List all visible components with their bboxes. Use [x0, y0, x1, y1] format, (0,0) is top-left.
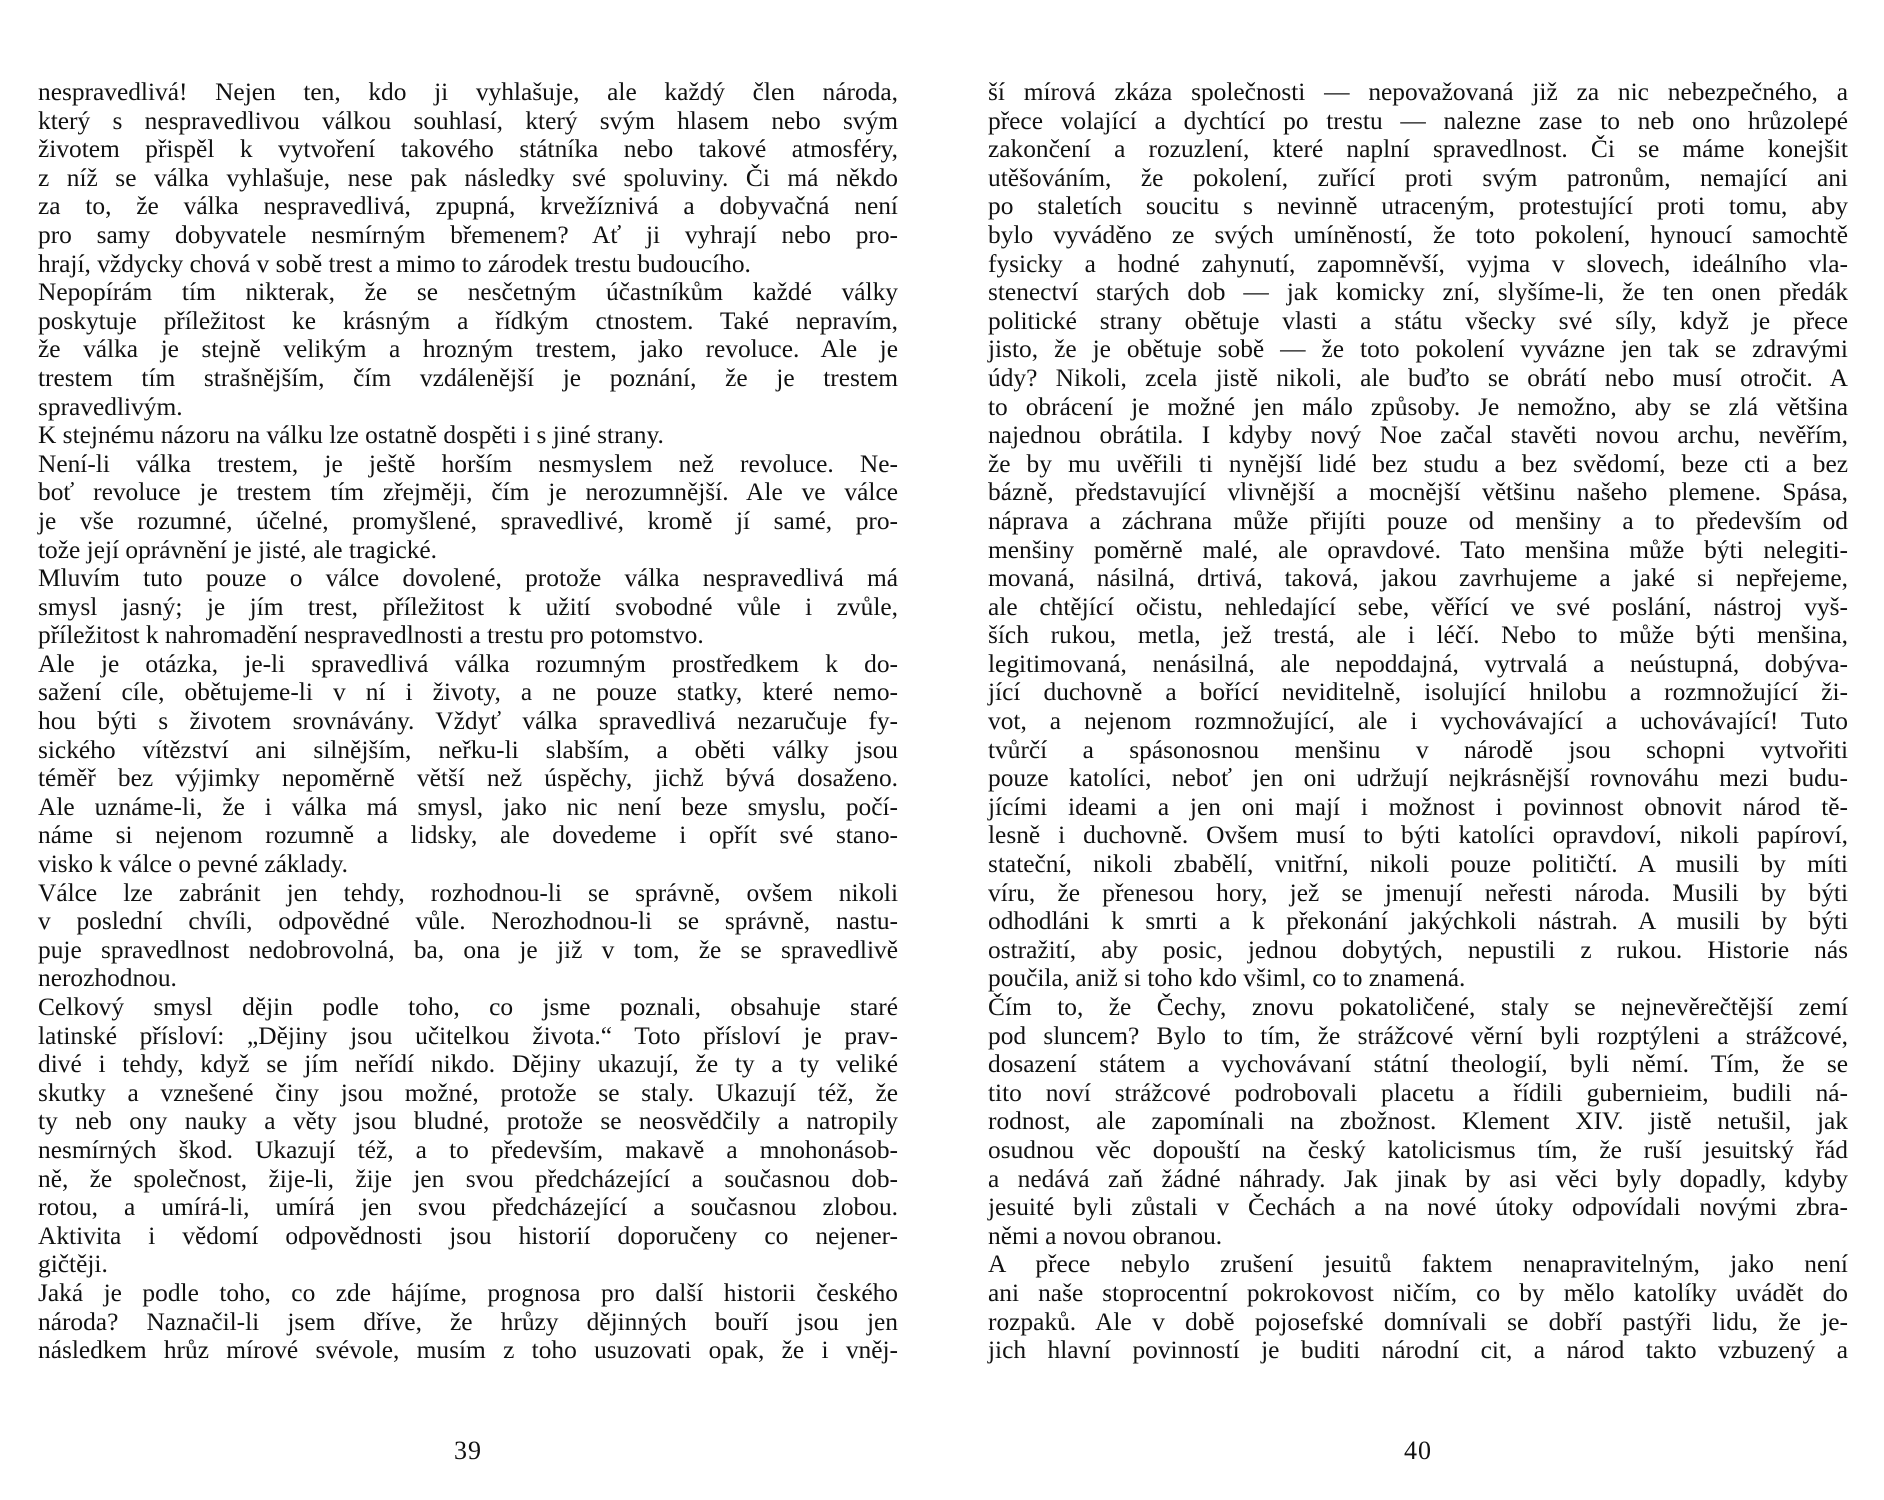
text-line: rodnost, ale zapomínali na zbožnost. Klement XIV. jistě netušil, jak [988, 1107, 1848, 1136]
text-line: divé i tehdy, když se jím neřídí nikdo. Dějiny ukazují, že ty a ty veliké [38, 1050, 898, 1079]
text-line: je vše rozumné, účelné, promyšlené, spravedlivé, kromě jí samé, pro- [38, 506, 898, 535]
text-line: dosazení státem a vychovávaní státní theologií, byli němí. Tím, že se [988, 1050, 1848, 1079]
text-line: který s nespravedlivou válkou souhlasí, který svým hlasem nebo svým [38, 106, 898, 135]
text-line: skutky a vznešené činy jsou možné, protože se staly. Ukazují též, že [38, 1078, 898, 1107]
text-line: rotou, a umírá-li, umírá jen svou předcházející a současnou zlobou. [38, 1193, 898, 1222]
text-line: náprava a záchrana může přijíti pouze od menšiny a to především od [988, 506, 1848, 535]
text-line: téměř bez výjimky nepoměrně větší než úspěchy, jichž bývá dosaženo. [38, 764, 898, 793]
right-page [988, 78, 1848, 1465]
text-line: latinské přísloví: „Dějiny jsou učitelkou života.“ Toto přísloví je prav- [38, 1021, 898, 1050]
text-line: ale chtějící očistu, nehledající sebe, věřící ve své poslání, nástroj vyš- [988, 592, 1848, 621]
text-line: osudnou věc dopouští na český katolicismus tím, že ruší jesuitský řád [988, 1135, 1848, 1164]
text-line: jesuité byli zůstali v Čechách a na nové útoky odpovídali novými zbra- [988, 1193, 1848, 1222]
text-line: puje spravedlnost nedobrovolná, ba, ona je již v tom, že se spravedlivě [38, 935, 898, 964]
text-line: nerozhodnou. [38, 964, 177, 993]
text-line: pouze katolíci, neboť jen oni udržují nejkrásnější rovnováhu mezi budu- [988, 764, 1848, 793]
text-line: bylo vyváděno ze svých umíněností, že toto pokolení, hynoucí samochtě [988, 220, 1848, 249]
text-line: Není-li válka trestem, je ještě horším nesmyslem než revoluce. Ne- [38, 449, 898, 478]
text-line: Celkový smysl dějin podle toho, co jsme poznali, obsahuje staré [38, 993, 898, 1021]
text-line: rozpaků. Ale v době pojosefské domnívali se dobří pastýři lidu, že je- [988, 1307, 1848, 1336]
text-line: vot, a nejenom rozmnožující, ale i vychovávající a uchovávající! Tuto [988, 707, 1848, 736]
text-line: nesmírných škod. Ukazují též, a to především, makavě a mnohonásob- [38, 1135, 898, 1164]
text-line: visko k válce o pevné základy. [38, 850, 348, 879]
text-line: ty neb ony nauky a věty jsou bludné, protože se neosvědčily a natropily [38, 1107, 898, 1136]
left-page-number: 39 [454, 1436, 482, 1465]
text-line: ostražití, aby posic, jednou dobytých, nepustili z rukou. Historie nás [988, 935, 1848, 964]
text-line: jich hlavní povinností je buditi národní cit, a národ takto vzbuzený a [988, 1336, 1848, 1365]
text-line: tito noví strážcové podrobovali placetu a řídili gubernieim, budili ná- [988, 1078, 1848, 1107]
text-line: za to, že válka nespravedlivá, zpupná, krvežíznivá a dobyvačná není [38, 192, 898, 221]
text-line: Ale uznáme-li, že i válka má smysl, jako nic není beze smyslu, počí- [38, 792, 898, 821]
text-line: menšiny poměrně malé, ale opravdové. Tato menšina může býti nelegiti- [988, 535, 1848, 564]
text-line: poskytuje příležitost ke krásným a řídkým ctnostem. Také nepravím, [38, 306, 898, 335]
text-line: v poslední chvíli, odpovědné vůle. Nerozhodnou-li se správně, nastu- [38, 907, 898, 936]
text-line: poučila, aniž si toho kdo všiml, co to znamená. [988, 964, 1466, 993]
text-line: nespravedlivá! Nejen ten, kdo ji vyhlašuje, ale každý člen národa, [38, 78, 898, 106]
text-line: příležitost k nahromadění nespravedlnosti a trestu pro potomstvo. [38, 621, 704, 650]
text-line: Ale je otázka, je-li spravedlivá válka rozumným prostředkem k do- [38, 649, 898, 678]
text-line: movaná, násilná, drtivá, taková, jakou zavrhujeme a jaké si nepřejeme, [988, 564, 1848, 593]
text-line: němi a novou obranou. [988, 1221, 1223, 1250]
text-line: Válce lze zabránit jen tehdy, rozhodnou-li se správně, ovšem nikoli [38, 878, 898, 907]
text-line: stenectví starých dob — jak komicky zní, slyšíme-li, že ten onen předák [988, 278, 1848, 307]
text-line: víru, že přenesou hory, jež se jmenují neřesti národa. Musili by býti [988, 878, 1848, 907]
text-line: sažení cíle, obětujeme-li v ní i životy, a ne pouze statky, které nemo- [38, 678, 898, 707]
text-line: smysl jasný; je jím trest, příležitost k užití svobodné vůle i zvůle, [38, 592, 898, 621]
text-line: K stejnému názoru na válku lze ostatně dospěti i s jiné strany. [38, 421, 664, 450]
text-line: životem přispěl k vytvoření takového státníka nebo takové atmosféry, [38, 135, 898, 164]
text-line: Aktivita i vědomí odpovědnosti jsou historií doporučeny co nejener- [38, 1221, 898, 1250]
text-line: Nepopírám tím nikterak, že se nesčetným účastníkům každé války [38, 278, 898, 307]
text-line: že by mu uvěřili ti nynější lidé bez studu a bez svědomí, beze cti a bez [988, 449, 1848, 478]
text-line: ší mírová zkáza společnosti — nepovažovaná již za nic nebezpečného, a [988, 78, 1848, 106]
text-line: údy? Nikoli, zcela jistě nikoli, ale buďto se obrátí nebo musí otročit. A [988, 363, 1848, 392]
text-line: gičtěji. [38, 1250, 108, 1279]
text-line: pro samy dobyvatele nesmírným břemenem? Ať ji vyhrají nebo pro- [38, 220, 898, 249]
text-line: to obrácení je možné jen málo způsoby. Je nemožno, aby se zlá většina [988, 392, 1848, 421]
text-line: hrají, vždycky chová v sobě trest a mimo to zárodek trestu budoucího. [38, 249, 751, 278]
text-line: ších rukou, metla, jež trestá, ale i léčí. Nebo to může býti menšina, [988, 621, 1848, 650]
text-line: najednou obrátila. I kdyby nový Noe začal stavěti novou archu, nevěřím, [988, 421, 1848, 450]
text-line: že válka je stejně velikým a hrozným trestem, jako revoluce. Ale je [38, 335, 898, 364]
text-line: z níž se válka vyhlašuje, nese pak následky své spoluviny. Či má někdo [38, 163, 898, 192]
text-line: ani naše stoprocentní pokrokovost ničím, co by mělo katolíky uvádět do [988, 1278, 1848, 1307]
text-line: zakončení a rozuzlení, které naplní spravedlnost. Či se máme konejšit [988, 135, 1848, 164]
right-page-number: 40 [1404, 1436, 1432, 1465]
text-line: tvůrčí a spásonosnou menšinu v národě jsou schopni vytvořiti [988, 735, 1848, 764]
left-page-text [38, 78, 898, 1365]
text-line: přece volající a dychtící po trestu — nalezne zase to neb ono hrůzolepé [988, 106, 1848, 135]
text-line: A přece nebylo zrušení jesuitů faktem nenapravitelným, jako není [988, 1250, 1848, 1279]
text-line: jisto, že je obětuje sobě — že toto pokolení vyvázne jen tak se zdravými [988, 335, 1848, 364]
text-line: boť revoluce je trestem tím zřejměji, čím je nerozumnější. Ale ve válce [38, 478, 898, 507]
text-line: a nedává zaň žádné náhrady. Jak jinak by asi věci byly dopadly, kdyby [988, 1164, 1848, 1193]
text-line: po staletích soucitu s nevinně utraceným, protestující proti tomu, aby [988, 192, 1848, 221]
text-line: sického vítězství ani silnějším, neřku-li slabším, a oběti války jsou [38, 735, 898, 764]
left-page [38, 78, 898, 1465]
text-line: následkem hrůz mírové svévole, musím z toho usuzovati opak, že i vněj- [38, 1336, 898, 1365]
right-page-text [988, 78, 1848, 1365]
text-line: jící duchovně a bořící neviditelně, isolující hnilobu a rozmnožující ži- [988, 678, 1848, 707]
text-line: pod sluncem? Bylo to tím, že strážcové věrní byli rozptýleni a strážcové, [988, 1021, 1848, 1050]
text-line: Mluvím tuto pouze o válce dovolené, protože válka nespravedlivá má [38, 564, 898, 593]
text-line: fysicky a hodné zahynutí, zapomněvší, vyjma v slovech, ideálního vla- [988, 249, 1848, 278]
text-line: bázně, představující vlivnější a mocnější většinu našeho plemene. Spása, [988, 478, 1848, 507]
text-line: utěšováním, že pokolení, zuřící proti svým patronům, nemající ani [988, 163, 1848, 192]
text-line: jícími ideami a jen oni mají i možnost i povinnost obnovit národ tě- [988, 792, 1848, 821]
text-line: národa? Naznačil-li jsem dříve, že hrůzy dějinných bouří jsou jen [38, 1307, 898, 1336]
text-line: Jaká je podle toho, co zde hájíme, prognosa pro další historii českého [38, 1278, 898, 1307]
text-line: ně, že společnost, žije-li, žije jen svou předcházející a současnou dob- [38, 1164, 898, 1193]
text-line: hou býti s životem srovnávány. Vždyť válka spravedlivá nezaručuje fy- [38, 707, 898, 736]
text-line: trestem tím strašnějším, čím vzdálenější je poznání, že je trestem [38, 363, 898, 392]
text-line: náme si nejenom rozumně a lidsky, ale dovedeme i opřít své stano- [38, 821, 898, 850]
text-line: tože její oprávnění je jisté, ale tragické. [38, 535, 438, 564]
text-line: odhodláni k smrti a k překonání jakýchkoli nástrah. A musili by býti [988, 907, 1848, 936]
text-line: politické strany obětuje vlasti a státu všecky své síly, když je přece [988, 306, 1848, 335]
text-line: lesně i duchovně. Ovšem musí to býti katolíci opravdoví, nikoli papíroví, [988, 821, 1848, 850]
text-line: spravedlivým. [38, 392, 183, 421]
text-line: legitimovaná, nenásilná, ale nepoddajná, vytrvalá a neústupná, dobýva- [988, 649, 1848, 678]
text-line: Čím to, že Čechy, znovu pokatoličené, staly se nejnevěrečtější zemí [988, 993, 1848, 1021]
text-line: stateční, nikoli zbabělí, vnitřní, nikoli pouze političtí. A musili by míti [988, 850, 1848, 879]
